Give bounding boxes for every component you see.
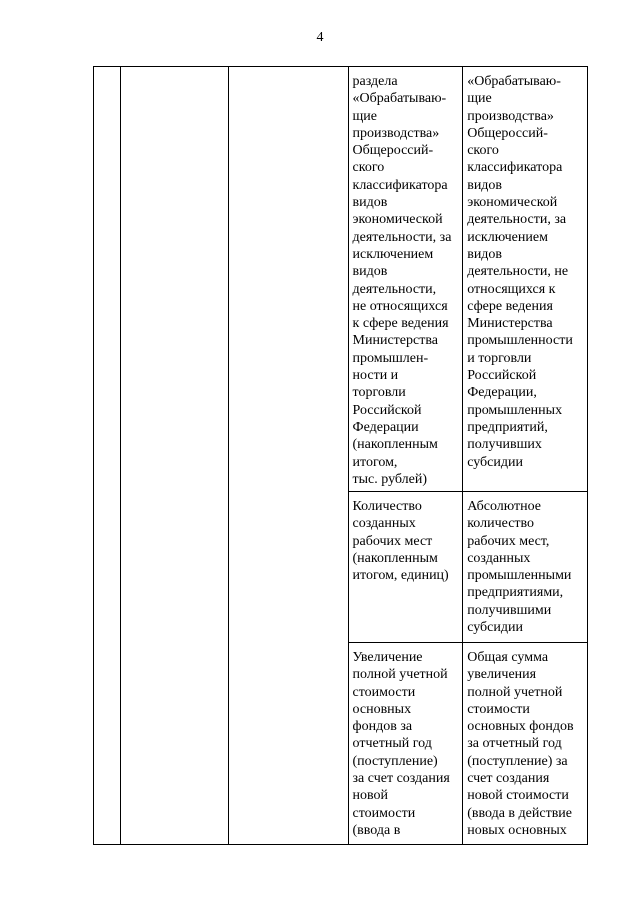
indicator-cell: Количество созданных рабочих мест (накопленным итогом, единиц) (348, 492, 463, 643)
indicators-table (93, 66, 588, 845)
calculation-cell: «Обрабатываю- щие производства» Общероссий- ского классификатора видов экономической деятельности, за исключением видов деятельности, не относящихся к сфере ведения Министерства промышленности и торговли Российской Федерации, промышленных предприятий, получивших субсидии (463, 67, 588, 492)
merged-empty-cell-col-3 (228, 67, 348, 845)
table-row (94, 67, 588, 492)
calculation-cell: Общая сумма увеличения полной учетной стоимости основных фондов за отчетный год (поступление) за счет создания новой стоимости (ввода в действие новых основных (463, 643, 588, 845)
indicators-table-body (94, 67, 588, 845)
indicator-cell: Увеличение полной учетной стоимости основных фондов за отчетный год (поступление) за счет создания новой стоимости (ввода в (348, 643, 463, 845)
merged-empty-cell-col-1 (94, 67, 121, 845)
merged-empty-cell-col-2 (121, 67, 229, 845)
indicator-cell: раздела «Обрабатываю- щие производства» Общероссий- ского классификатора видов экономической деятельности, за исключением видов деятельности, не относящихся к сфере ведения Министерства промышлен- ности и торговли Российской Федерации (накопленным итогом, тыс. рублей) (348, 67, 463, 492)
calculation-cell: Абсолютное количество рабочих мест, созданных промышленными предприятиями, получившими субсидии (463, 492, 588, 643)
page-number: 4 (316, 30, 324, 45)
